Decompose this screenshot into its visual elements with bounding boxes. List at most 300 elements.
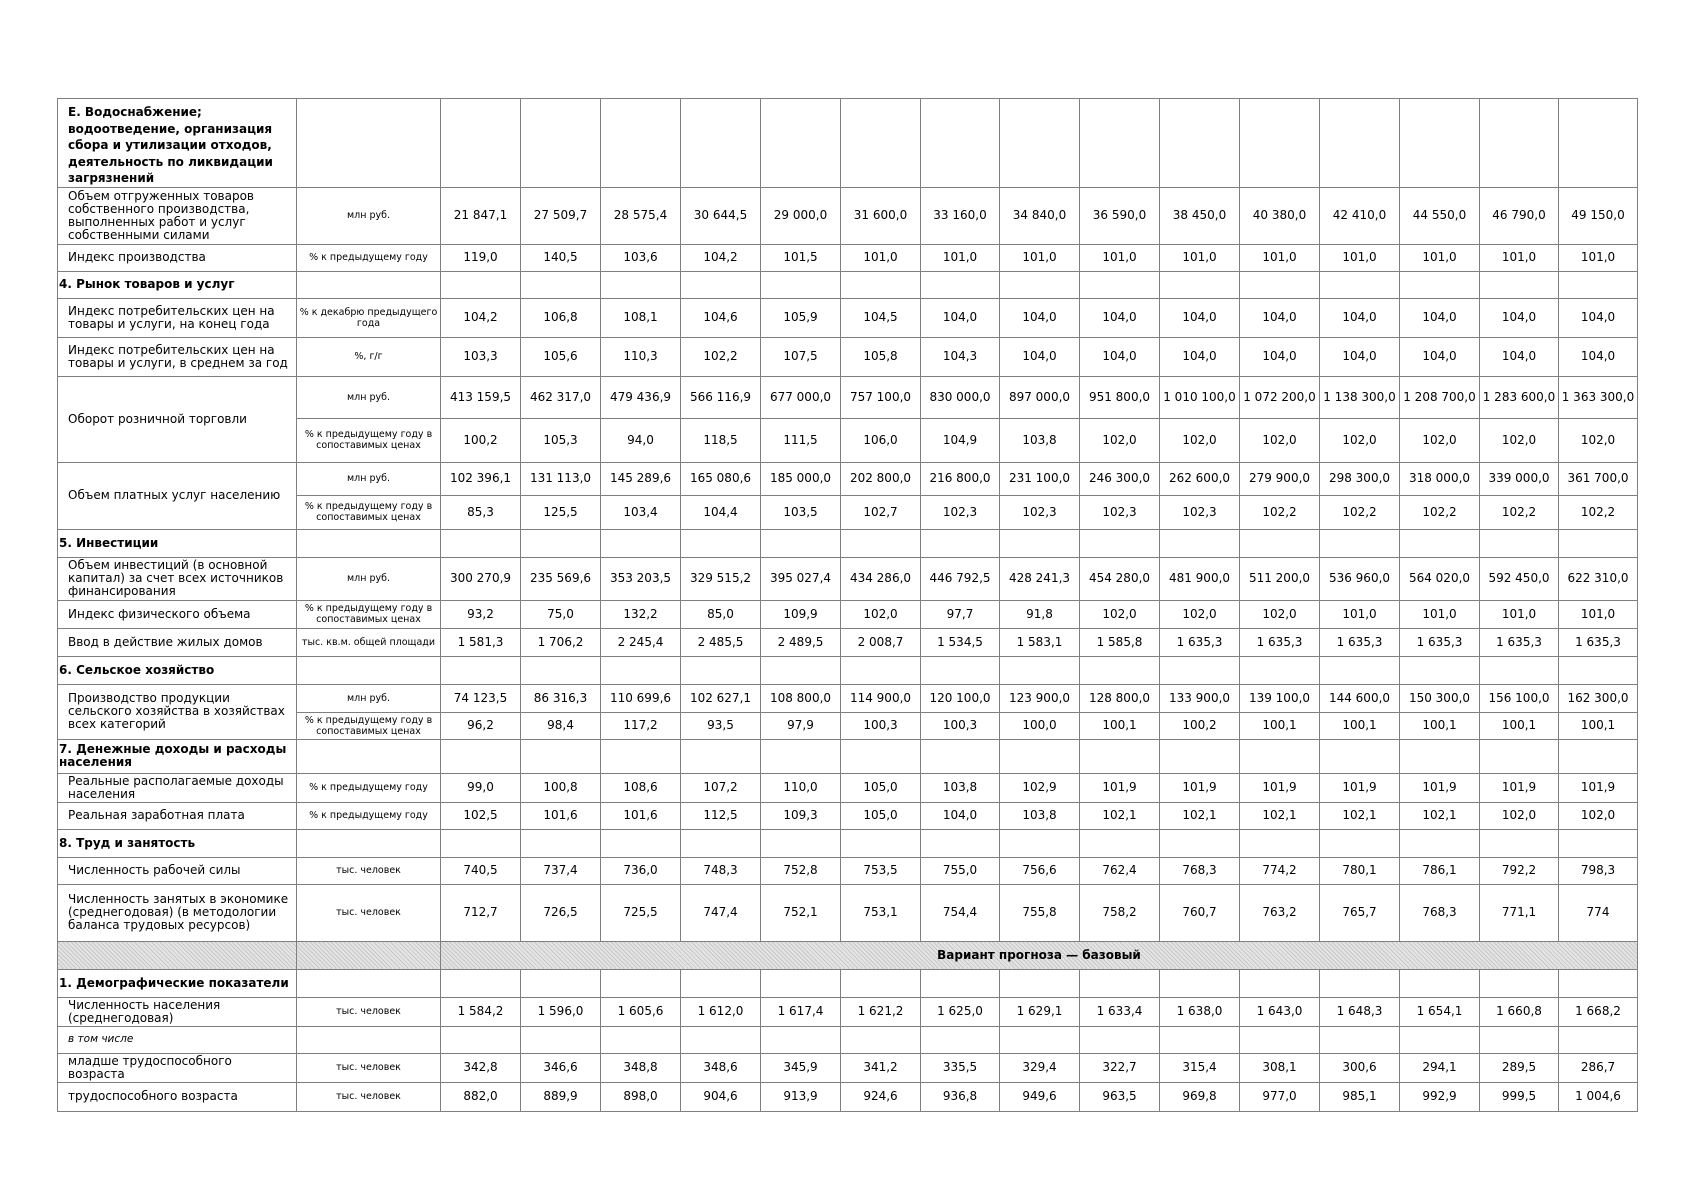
- value-cell: 1 660,8: [1480, 997, 1559, 1026]
- value-cell: 100,1: [1240, 712, 1320, 739]
- table-row: [58, 802, 1638, 829]
- empty-cell: [1000, 271, 1080, 298]
- empty-cell: [1400, 1026, 1480, 1053]
- indicator-name: Индекс потребительских цен на товары и услуги, на конец года: [58, 298, 297, 337]
- table-row: [58, 684, 1638, 712]
- value-cell: 102,3: [921, 495, 1000, 529]
- value-cell: 2 008,7: [841, 628, 921, 656]
- empty-cell: [1160, 829, 1240, 857]
- table-row: [58, 187, 1638, 244]
- table-row: [58, 997, 1638, 1026]
- value-cell: 1 583,1: [1000, 628, 1080, 656]
- value-cell: 102,2: [1559, 495, 1638, 529]
- value-cell: 566 116,9: [681, 376, 761, 418]
- empty-cell: [1320, 829, 1400, 857]
- empty-cell: [601, 271, 681, 298]
- value-cell: 31 600,0: [841, 187, 921, 244]
- empty-cell: [761, 529, 841, 557]
- empty-cell: [297, 1026, 441, 1053]
- value-cell: 677 000,0: [761, 376, 841, 418]
- value-cell: 235 569,6: [521, 557, 601, 600]
- empty-cell: [681, 829, 761, 857]
- empty-cell: [1320, 1026, 1400, 1053]
- value-cell: 27 509,7: [521, 187, 601, 244]
- value-cell: 139 100,0: [1240, 684, 1320, 712]
- value-cell: 428 241,3: [1000, 557, 1080, 600]
- value-cell: 216 800,0: [921, 462, 1000, 495]
- value-cell: 1 534,5: [921, 628, 1000, 656]
- value-cell: 112,5: [681, 802, 761, 829]
- empty-cell: [841, 739, 921, 773]
- empty-cell: [1559, 969, 1638, 997]
- table-row: [58, 773, 1638, 802]
- indicator-name: Численность рабочей силы: [58, 857, 297, 884]
- table-row: [58, 557, 1638, 600]
- value-cell: 102,0: [1559, 802, 1638, 829]
- value-cell: 109,3: [761, 802, 841, 829]
- value-cell: 100,1: [1080, 712, 1160, 739]
- value-cell: 1 072 200,0: [1240, 376, 1320, 418]
- empty-cell: [297, 969, 441, 997]
- empty-cell: [921, 99, 1000, 188]
- value-cell: 104,3: [921, 337, 1000, 376]
- value-cell: 140,5: [521, 244, 601, 271]
- indicator-name: Объем платных услуг населению: [58, 462, 297, 529]
- indicator-name: Численность занятых в экономике (среднегодовая) (в методологии баланса трудовых ресурсов): [58, 884, 297, 941]
- value-cell: 1 596,0: [521, 997, 601, 1026]
- value-cell: 104,0: [1080, 337, 1160, 376]
- empty-cell: [1559, 739, 1638, 773]
- empty-cell: [761, 969, 841, 997]
- value-cell: 308,1: [1240, 1053, 1320, 1082]
- value-cell: 339 000,0: [1480, 462, 1559, 495]
- value-cell: 752,8: [761, 857, 841, 884]
- value-cell: 897 000,0: [1000, 376, 1080, 418]
- empty-cell: [1080, 271, 1160, 298]
- value-cell: 747,4: [681, 884, 761, 941]
- value-cell: 1 635,3: [1559, 628, 1638, 656]
- value-cell: 434 286,0: [841, 557, 921, 600]
- value-cell: 725,5: [601, 884, 681, 941]
- value-cell: 762,4: [1080, 857, 1160, 884]
- value-cell: 111,5: [761, 418, 841, 462]
- value-cell: 768,3: [1400, 884, 1480, 941]
- value-cell: 511 200,0: [1240, 557, 1320, 600]
- section-title: Е. Водоснабжение; водоотведение, организация сбора и утилизации отходов, деятельность по ликвидации загрязнений: [58, 99, 297, 188]
- value-cell: 101,0: [1559, 244, 1638, 271]
- empty-cell: [297, 739, 441, 773]
- indicator-name: Индекс физического объема: [58, 600, 297, 628]
- value-cell: 123 900,0: [1000, 684, 1080, 712]
- empty-cell: [521, 829, 601, 857]
- value-cell: 101,9: [1320, 773, 1400, 802]
- value-cell: 102,0: [1480, 418, 1559, 462]
- empty-cell: [1080, 529, 1160, 557]
- value-cell: 105,6: [521, 337, 601, 376]
- empty-cell: [921, 1026, 1000, 1053]
- value-cell: 1 706,2: [521, 628, 601, 656]
- table-row: [58, 628, 1638, 656]
- value-cell: 100,8: [521, 773, 601, 802]
- empty-cell: [1160, 656, 1240, 684]
- value-cell: 757 100,0: [841, 376, 921, 418]
- value-cell: 322,7: [1080, 1053, 1160, 1082]
- value-cell: 298 300,0: [1320, 462, 1400, 495]
- empty-cell: [601, 656, 681, 684]
- value-cell: 100,0: [1000, 712, 1080, 739]
- value-cell: 798,3: [1559, 857, 1638, 884]
- empty-cell: [441, 271, 521, 298]
- value-cell: 294,1: [1400, 1053, 1480, 1082]
- empty-cell: [1080, 969, 1160, 997]
- value-cell: 101,0: [1480, 244, 1559, 271]
- value-cell: 108,6: [601, 773, 681, 802]
- value-cell: 768,3: [1160, 857, 1240, 884]
- value-cell: 361 700,0: [1559, 462, 1638, 495]
- table-row: [58, 337, 1638, 376]
- value-cell: 93,5: [681, 712, 761, 739]
- empty-cell: [521, 656, 601, 684]
- empty-cell: [1240, 1026, 1320, 1053]
- empty-cell: [1480, 969, 1559, 997]
- value-cell: 1 612,0: [681, 997, 761, 1026]
- value-cell: 1 585,8: [1080, 628, 1160, 656]
- banner-cell: [297, 941, 441, 969]
- value-cell: 102 396,1: [441, 462, 521, 495]
- value-cell: 102,2: [1240, 495, 1320, 529]
- value-cell: 446 792,5: [921, 557, 1000, 600]
- empty-cell: [1240, 656, 1320, 684]
- value-cell: 103,8: [921, 773, 1000, 802]
- empty-cell: [521, 529, 601, 557]
- empty-cell: [1240, 829, 1320, 857]
- value-cell: 162 300,0: [1559, 684, 1638, 712]
- value-cell: 104,0: [921, 298, 1000, 337]
- section-title: 7. Денежные доходы и расходы населения: [58, 739, 297, 773]
- empty-cell: [681, 656, 761, 684]
- empty-cell: [1559, 656, 1638, 684]
- empty-cell: [441, 969, 521, 997]
- value-cell: 102,2: [1320, 495, 1400, 529]
- value-cell: 107,5: [761, 337, 841, 376]
- empty-cell: [1400, 969, 1480, 997]
- value-cell: 104,0: [1400, 298, 1480, 337]
- value-cell: 100,2: [1160, 712, 1240, 739]
- value-cell: 342,8: [441, 1053, 521, 1082]
- empty-cell: [521, 1026, 601, 1053]
- section-row: [58, 739, 1638, 773]
- empty-cell: [841, 271, 921, 298]
- value-cell: 101,0: [1480, 600, 1559, 628]
- empty-cell: [1320, 739, 1400, 773]
- unit-cell: тыс. человек: [297, 884, 441, 941]
- empty-cell: [521, 739, 601, 773]
- unit-cell: млн руб.: [297, 684, 441, 712]
- value-cell: 1 138 300,0: [1320, 376, 1400, 418]
- empty-cell: [441, 99, 521, 188]
- value-cell: 774: [1559, 884, 1638, 941]
- value-cell: 1 668,2: [1559, 997, 1638, 1026]
- value-cell: 101,9: [1240, 773, 1320, 802]
- variant-banner-row: [58, 941, 1638, 969]
- value-cell: 348,8: [601, 1053, 681, 1082]
- empty-cell: [441, 656, 521, 684]
- value-cell: 104,0: [1559, 337, 1638, 376]
- empty-cell: [1240, 969, 1320, 997]
- value-cell: 786,1: [1400, 857, 1480, 884]
- value-cell: 104,0: [921, 802, 1000, 829]
- value-cell: 622 310,0: [1559, 557, 1638, 600]
- value-cell: 300 270,9: [441, 557, 521, 600]
- value-cell: 101,6: [601, 802, 681, 829]
- value-cell: 104,0: [1480, 337, 1559, 376]
- empty-cell: [1240, 529, 1320, 557]
- value-cell: 34 840,0: [1000, 187, 1080, 244]
- indicator-name: Оборот розничной торговли: [58, 376, 297, 462]
- value-cell: 165 080,6: [681, 462, 761, 495]
- empty-cell: [297, 829, 441, 857]
- value-cell: 289,5: [1480, 1053, 1559, 1082]
- empty-cell: [681, 739, 761, 773]
- empty-cell: [521, 99, 601, 188]
- empty-cell: [521, 969, 601, 997]
- value-cell: 106,0: [841, 418, 921, 462]
- value-cell: 1 283 600,0: [1480, 376, 1559, 418]
- empty-cell: [1000, 739, 1080, 773]
- empty-cell: [601, 99, 681, 188]
- value-cell: 2 489,5: [761, 628, 841, 656]
- value-cell: 315,4: [1160, 1053, 1240, 1082]
- value-cell: 104,2: [441, 298, 521, 337]
- table-body: [58, 99, 1638, 1112]
- value-cell: 102,0: [1400, 418, 1480, 462]
- value-cell: 104,0: [1320, 337, 1400, 376]
- value-cell: 131 113,0: [521, 462, 601, 495]
- value-cell: 300,6: [1320, 1053, 1400, 1082]
- value-cell: 736,0: [601, 857, 681, 884]
- value-cell: 753,5: [841, 857, 921, 884]
- value-cell: 125,5: [521, 495, 601, 529]
- value-cell: 104,0: [1000, 337, 1080, 376]
- section-row: [58, 656, 1638, 684]
- empty-cell: [921, 529, 1000, 557]
- value-cell: 114 900,0: [841, 684, 921, 712]
- value-cell: 262 600,0: [1160, 462, 1240, 495]
- empty-cell: [681, 271, 761, 298]
- indicator-name: Реальные располагаемые доходы населения: [58, 773, 297, 802]
- value-cell: 101,0: [1400, 244, 1480, 271]
- value-cell: 101,9: [1400, 773, 1480, 802]
- value-cell: 1 629,1: [1000, 997, 1080, 1026]
- value-cell: 101,9: [1480, 773, 1559, 802]
- value-cell: 74 123,5: [441, 684, 521, 712]
- value-cell: 118,5: [681, 418, 761, 462]
- empty-cell: [1160, 529, 1240, 557]
- value-cell: 85,3: [441, 495, 521, 529]
- value-cell: 107,2: [681, 773, 761, 802]
- value-cell: 105,8: [841, 337, 921, 376]
- table-row: [58, 1082, 1638, 1111]
- value-cell: 100,3: [921, 712, 1000, 739]
- value-cell: 150 300,0: [1400, 684, 1480, 712]
- value-cell: 36 590,0: [1080, 187, 1160, 244]
- value-cell: 771,1: [1480, 884, 1559, 941]
- value-cell: 479 436,9: [601, 376, 681, 418]
- value-cell: 102,2: [1400, 495, 1480, 529]
- unit-cell: % к предыдущему году в сопоставимых ценах: [297, 712, 441, 739]
- value-cell: 341,2: [841, 1053, 921, 1082]
- subheading-row: [58, 1026, 1638, 1053]
- empty-cell: [1000, 969, 1080, 997]
- banner-title: Вариант прогноза — базовый: [441, 941, 1638, 969]
- value-cell: 102,0: [1080, 600, 1160, 628]
- empty-cell: [1480, 99, 1559, 188]
- value-cell: 102,3: [1160, 495, 1240, 529]
- value-cell: 740,5: [441, 857, 521, 884]
- value-cell: 936,8: [921, 1082, 1000, 1111]
- value-cell: 712,7: [441, 884, 521, 941]
- value-cell: 758,2: [1080, 884, 1160, 941]
- value-cell: 992,9: [1400, 1082, 1480, 1111]
- value-cell: 101,0: [1400, 600, 1480, 628]
- unit-cell: % к предыдущему году в сопоставимых ценах: [297, 418, 441, 462]
- value-cell: 454 280,0: [1080, 557, 1160, 600]
- empty-cell: [1320, 99, 1400, 188]
- value-cell: 101,0: [1240, 244, 1320, 271]
- empty-cell: [441, 739, 521, 773]
- value-cell: 96,2: [441, 712, 521, 739]
- empty-cell: [1000, 99, 1080, 188]
- empty-cell: [297, 271, 441, 298]
- empty-cell: [521, 271, 601, 298]
- table-row: [58, 1053, 1638, 1082]
- value-cell: 42 410,0: [1320, 187, 1400, 244]
- value-cell: 462 317,0: [521, 376, 601, 418]
- value-cell: 1 605,6: [601, 997, 681, 1026]
- value-cell: 1 643,0: [1240, 997, 1320, 1026]
- value-cell: 105,3: [521, 418, 601, 462]
- value-cell: 102,1: [1400, 802, 1480, 829]
- value-cell: 977,0: [1240, 1082, 1320, 1111]
- value-cell: 748,3: [681, 857, 761, 884]
- empty-cell: [1160, 1026, 1240, 1053]
- table-row: [58, 298, 1638, 337]
- section-row: [58, 271, 1638, 298]
- value-cell: 536 960,0: [1320, 557, 1400, 600]
- value-cell: 2 485,5: [681, 628, 761, 656]
- value-cell: 286,7: [1559, 1053, 1638, 1082]
- section-row: [58, 529, 1638, 557]
- value-cell: 882,0: [441, 1082, 521, 1111]
- value-cell: 231 100,0: [1000, 462, 1080, 495]
- value-cell: 100,1: [1320, 712, 1400, 739]
- unit-cell: тыс. человек: [297, 857, 441, 884]
- value-cell: 103,8: [1000, 418, 1080, 462]
- unit-cell: млн руб.: [297, 557, 441, 600]
- value-cell: 1 010 100,0: [1160, 376, 1240, 418]
- value-cell: 101,9: [1080, 773, 1160, 802]
- value-cell: 49 150,0: [1559, 187, 1638, 244]
- unit-cell: % к предыдущему году: [297, 244, 441, 271]
- value-cell: 774,2: [1240, 857, 1320, 884]
- empty-cell: [681, 529, 761, 557]
- value-cell: 101,9: [1160, 773, 1240, 802]
- value-cell: 102,9: [1000, 773, 1080, 802]
- value-cell: 101,0: [1160, 244, 1240, 271]
- value-cell: 144 600,0: [1320, 684, 1400, 712]
- value-cell: 755,0: [921, 857, 1000, 884]
- value-cell: 104,0: [1320, 298, 1400, 337]
- forecast-table: [57, 98, 1638, 1112]
- empty-cell: [1000, 656, 1080, 684]
- unit-cell: % к предыдущему году: [297, 802, 441, 829]
- value-cell: 102,2: [681, 337, 761, 376]
- empty-cell: [601, 529, 681, 557]
- empty-cell: [761, 656, 841, 684]
- unit-cell: % к предыдущему году в сопоставимых ценах: [297, 600, 441, 628]
- empty-cell: [1400, 829, 1480, 857]
- value-cell: 564 020,0: [1400, 557, 1480, 600]
- value-cell: 104,6: [681, 298, 761, 337]
- indicator-name: младше трудоспособного возраста: [58, 1053, 297, 1082]
- empty-cell: [1080, 739, 1160, 773]
- empty-cell: [681, 99, 761, 188]
- empty-cell: [1480, 656, 1559, 684]
- value-cell: 1 635,3: [1240, 628, 1320, 656]
- empty-cell: [841, 529, 921, 557]
- value-cell: 103,5: [761, 495, 841, 529]
- unit-cell: тыс. человек: [297, 1082, 441, 1111]
- empty-cell: [1240, 99, 1320, 188]
- value-cell: 103,6: [601, 244, 681, 271]
- unit-cell: тыс. человек: [297, 997, 441, 1026]
- empty-cell: [1320, 529, 1400, 557]
- value-cell: 102,0: [1559, 418, 1638, 462]
- section-title: 4. Рынок товаров и услуг: [58, 271, 297, 298]
- empty-cell: [1160, 739, 1240, 773]
- value-cell: 1 654,1: [1400, 997, 1480, 1026]
- value-cell: 86 316,3: [521, 684, 601, 712]
- value-cell: 202 800,0: [841, 462, 921, 495]
- empty-cell: [1080, 829, 1160, 857]
- indicator-name: Индекс производства: [58, 244, 297, 271]
- row-label: в том числе: [58, 1026, 297, 1053]
- value-cell: 754,4: [921, 884, 1000, 941]
- value-cell: 985,1: [1320, 1082, 1400, 1111]
- empty-cell: [761, 1026, 841, 1053]
- empty-cell: [841, 969, 921, 997]
- value-cell: 97,9: [761, 712, 841, 739]
- value-cell: 101,0: [1080, 244, 1160, 271]
- value-cell: 889,9: [521, 1082, 601, 1111]
- value-cell: 33 160,0: [921, 187, 1000, 244]
- empty-cell: [841, 829, 921, 857]
- empty-cell: [761, 271, 841, 298]
- value-cell: 1 635,3: [1320, 628, 1400, 656]
- value-cell: 999,5: [1480, 1082, 1559, 1111]
- value-cell: 830 000,0: [921, 376, 1000, 418]
- value-cell: 104,0: [1559, 298, 1638, 337]
- value-cell: 346,6: [521, 1053, 601, 1082]
- banner-cell: [58, 941, 297, 969]
- value-cell: 949,6: [1000, 1082, 1080, 1111]
- value-cell: 969,8: [1160, 1082, 1240, 1111]
- empty-cell: [601, 739, 681, 773]
- indicator-name: Численность населения (среднегодовая): [58, 997, 297, 1026]
- value-cell: 101,0: [1559, 600, 1638, 628]
- value-cell: 101,0: [841, 244, 921, 271]
- value-cell: 395 027,4: [761, 557, 841, 600]
